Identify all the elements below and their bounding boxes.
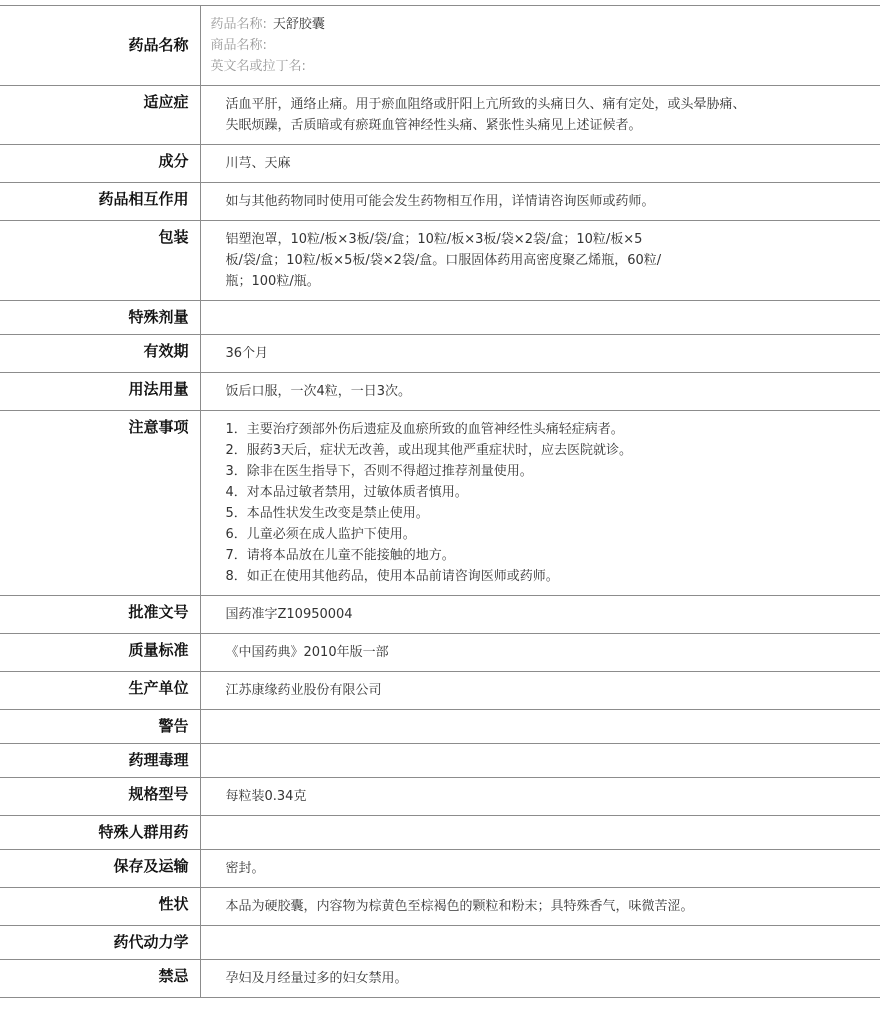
usage-value: 饭后口服，一次4粒，一日3次。 bbox=[200, 373, 880, 411]
packaging-label: 包装 bbox=[0, 221, 200, 301]
toxicology-label: 药理毒理 bbox=[0, 744, 200, 778]
special-groups-value bbox=[200, 816, 880, 850]
special-dosage-row bbox=[0, 301, 880, 335]
manufacturer-value: 江苏康缘药业股份有限公司 bbox=[200, 672, 880, 710]
indication-line: 失眠烦躁，舌质暗或有瘀斑血管神经性头痛、紧张性头痛见上述证候者。 bbox=[225, 118, 642, 133]
drug-name-block bbox=[200, 6, 880, 86]
precaution-item: 5．本品性状发生改变是禁止使用。 bbox=[225, 506, 429, 521]
toxicology-row bbox=[0, 744, 880, 778]
indication-label: 适应症 bbox=[0, 86, 200, 145]
packaging-row bbox=[0, 221, 880, 301]
usage-row bbox=[0, 373, 880, 411]
precautions-row bbox=[0, 411, 880, 596]
manufacturer-row bbox=[0, 672, 880, 710]
trade-name-caption: 商品名称: bbox=[210, 38, 267, 53]
storage-label: 保存及运输 bbox=[0, 850, 200, 888]
toxicology-value bbox=[200, 744, 880, 778]
appearance-row bbox=[0, 888, 880, 926]
drug-name-caption: 药品名称: bbox=[210, 17, 267, 32]
indication-line: 活血平肝，通络止痛。用于瘀血阻络或肝阳上亢所致的头痛日久、痛有定处，或头晕胁痛、 bbox=[225, 97, 746, 112]
standard-label: 质量标准 bbox=[0, 634, 200, 672]
shelf-life-row bbox=[0, 335, 880, 373]
approval-value: 国药准字Z10950004 bbox=[200, 596, 880, 634]
contraindications-label: 禁忌 bbox=[0, 960, 200, 998]
special-groups-label: 特殊人群用药 bbox=[0, 816, 200, 850]
storage-row bbox=[0, 850, 880, 888]
drug-name-value: 天舒胶囊 bbox=[272, 17, 325, 32]
precaution-item: 3．除非在医生指导下，否则不得超过推荐剂量使用。 bbox=[225, 464, 533, 479]
standard-value: 《中国药典》2010年版一部 bbox=[200, 634, 880, 672]
interactions-row bbox=[0, 183, 880, 221]
packaging-line: 瓶；100粒/瓶。 bbox=[225, 274, 320, 289]
shelf-life-value: 36个月 bbox=[200, 335, 880, 373]
drug-spec-table bbox=[0, 5, 880, 998]
ingredients-value: 川芎、天麻 bbox=[200, 145, 880, 183]
specification-row bbox=[0, 778, 880, 816]
precautions-list bbox=[200, 411, 880, 596]
approval-label: 批准文号 bbox=[0, 596, 200, 634]
interactions-value: 如与其他药物同时使用可能会发生药物相互作用，详情请咨询医师或药师。 bbox=[200, 183, 880, 221]
drug-name-row bbox=[0, 6, 880, 86]
specification-value: 每粒装0.34克 bbox=[200, 778, 880, 816]
pharmacokinetics-value bbox=[200, 926, 880, 960]
specification-label: 规格型号 bbox=[0, 778, 200, 816]
precautions-label: 注意事项 bbox=[0, 411, 200, 596]
packaging-value bbox=[200, 221, 880, 301]
warning-label: 警告 bbox=[0, 710, 200, 744]
special-groups-row bbox=[0, 816, 880, 850]
pharmacokinetics-row bbox=[0, 926, 880, 960]
special-dosage-label: 特殊剂量 bbox=[0, 301, 200, 335]
usage-label: 用法用量 bbox=[0, 373, 200, 411]
ingredients-label: 成分 bbox=[0, 145, 200, 183]
contraindications-value: 孕妇及月经量过多的妇女禁用。 bbox=[200, 960, 880, 998]
manufacturer-label: 生产单位 bbox=[0, 672, 200, 710]
ingredients-row bbox=[0, 145, 880, 183]
packaging-line: 铝塑泡罩，10粒/板×3板/袋/盒；10粒/板×3板/袋×2袋/盒；10粒/板×5 bbox=[225, 232, 643, 247]
precaution-item: 6．儿童必须在成人监护下使用。 bbox=[225, 527, 416, 542]
warning-value bbox=[200, 710, 880, 744]
drug-name-label: 药品名称 bbox=[0, 6, 200, 86]
indication-value bbox=[200, 86, 880, 145]
english-name-caption: 英文名或拉丁名: bbox=[210, 59, 306, 74]
precaution-item: 1．主要治疗颈部外伤后遗症及血瘀所致的血管神经性头痛轻症病者。 bbox=[225, 422, 624, 437]
storage-value: 密封。 bbox=[200, 850, 880, 888]
contraindications-row bbox=[0, 960, 880, 998]
precaution-item: 4．对本品过敏者禁用，过敏体质者慎用。 bbox=[225, 485, 468, 500]
approval-row bbox=[0, 596, 880, 634]
precaution-item: 8．如正在使用其他药品，使用本品前请咨询医师或药师。 bbox=[225, 569, 559, 584]
pharmacokinetics-label: 药代动力学 bbox=[0, 926, 200, 960]
indication-row bbox=[0, 86, 880, 145]
special-dosage-value bbox=[200, 301, 880, 335]
packaging-line: 板/袋/盒；10粒/板×5板/袋×2袋/盒。口服固体药用高密度聚乙烯瓶，60粒/ bbox=[225, 253, 662, 268]
precaution-item: 2．服药3天后，症状无改善，或出现其他严重症状时，应去医院就诊。 bbox=[225, 443, 633, 458]
shelf-life-label: 有效期 bbox=[0, 335, 200, 373]
interactions-label: 药品相互作用 bbox=[0, 183, 200, 221]
appearance-label: 性状 bbox=[0, 888, 200, 926]
warning-row bbox=[0, 710, 880, 744]
standard-row bbox=[0, 634, 880, 672]
precaution-item: 7．请将本品放在儿童不能接触的地方。 bbox=[225, 548, 455, 563]
appearance-value: 本品为硬胶囊，内容物为棕黄色至棕褐色的颗粒和粉末；具特殊香气，味微苦涩。 bbox=[200, 888, 880, 926]
